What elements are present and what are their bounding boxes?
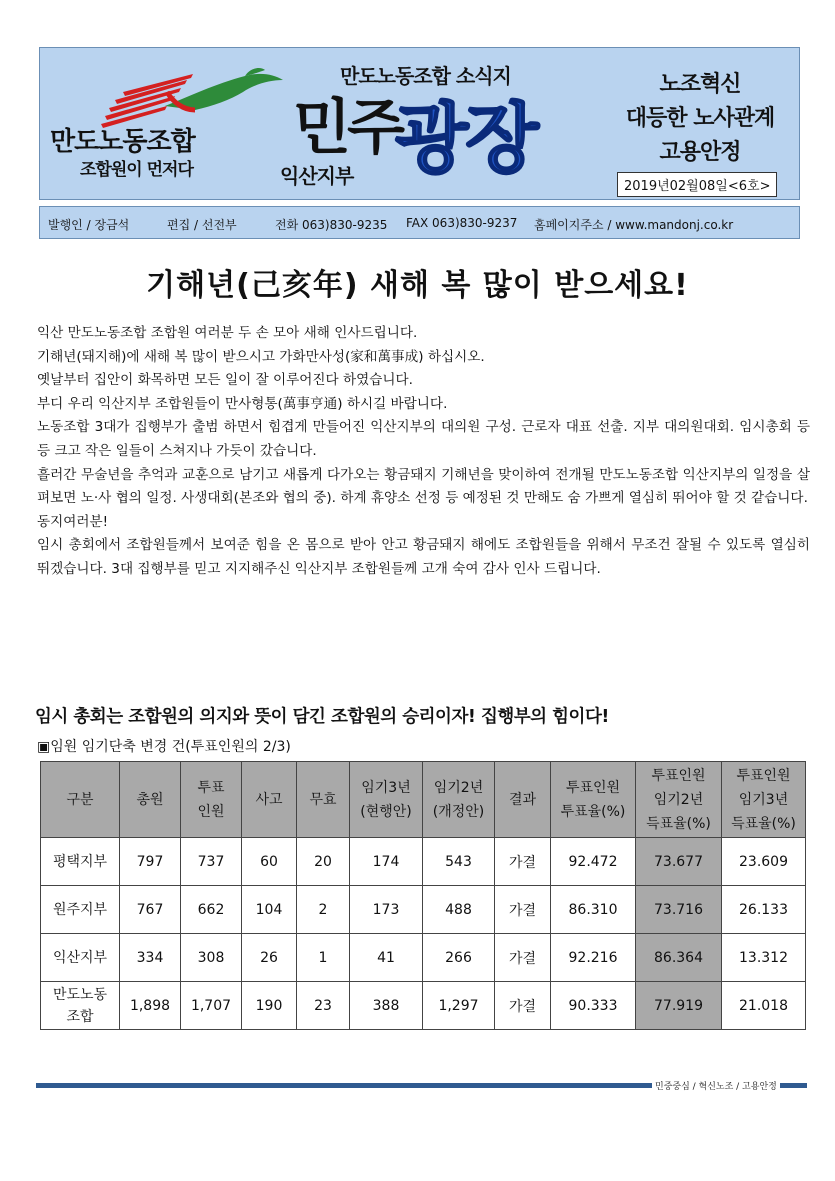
union-logo-icon [95,66,285,128]
table-row [41,982,806,1030]
table-cell: 60 [242,838,297,886]
row-label-line: 조합 [66,1008,94,1025]
header-line: 임기2년 [433,779,484,796]
row-label-cell [41,838,120,886]
table-cell: 92.216 [551,934,636,982]
table-cell: 388 [350,982,423,1030]
table-cell: 26 [242,934,297,982]
table-cell: 가결 [495,934,551,982]
section-headline: 임시 총회는 조합원의 의지와 뜻이 담긴 조합원의 승리이자! 집행부의 힘이다! [35,707,609,727]
table-cell: 20 [297,838,350,886]
table-header-cell [423,762,495,838]
row-label-line: 익산지부 [52,949,108,966]
slogan-1: 노조혁신 [659,72,741,97]
table-cell: 2 [297,886,350,934]
table-cell: 266 [423,934,495,982]
table-cell: 190 [242,982,297,1030]
header-line: 무효 [309,791,337,808]
table-cell: 737 [181,838,242,886]
phone: 전화 063)830-9235 [275,218,388,232]
table-cell: 104 [242,886,297,934]
table-header-cell [181,762,242,838]
header-line: 투표인원 [651,767,706,784]
table-cell: 1,297 [423,982,495,1030]
table-row [41,838,806,886]
header-line: 총원 [136,791,164,808]
header-line: 득표율(%) [731,815,796,832]
row-label-line: 원주지부 [52,901,108,918]
table-cell: 21.018 [722,982,806,1030]
slogan-2: 대등한 노사관계 [625,106,775,131]
table-cell: 73.677 [636,838,722,886]
table-cell: 543 [423,838,495,886]
table-cell: 90.333 [551,982,636,1030]
header-line: 투표인원 [736,767,791,784]
table-header-cell [41,762,120,838]
row-label-cell [41,886,120,934]
table-header-cell [722,762,806,838]
paragraph: 익산 만도노동조합 조합원 여러분 두 손 모아 새해 인사드립니다. [37,325,418,341]
paper-title-part2: 광장 [395,94,536,183]
paragraph: 옛날부터 집안이 화목하면 모든 일이 잘 이루어진다 하였습니다. [37,372,413,389]
paragraph: 노동조합 3대가 집행부가 출범 하면서 힘겹게 만들어진 익산지부의 대의원 구성. 근로자 대표 선출. 지부 대의원대회. 임시총회 등등 크고 작은 일들이 스쳐지나 가듯이 갔습니다. [37,419,810,459]
issue-date: 2019년02월08일<6호> [617,172,777,197]
header-line: (개정안) [432,803,485,820]
header-line: 득표율(%) [646,815,711,832]
publisher: 발행인 / 장금석 [48,218,130,232]
header-line: 결과 [508,791,537,808]
table-body [41,838,806,1030]
footer-text: 민중중심 / 혁신노조 / 고용안정 [652,1079,780,1092]
masthead [39,47,800,200]
table-row [41,934,806,982]
table-cell: 77.919 [636,982,722,1030]
table-header-cell [636,762,722,838]
row-label-cell [41,934,120,982]
paragraph: 동지여러분! [37,513,109,530]
table-cell: 86.310 [551,886,636,934]
table-cell: 308 [181,934,242,982]
table-header-cell [350,762,423,838]
masthead-slogans [600,68,800,170]
table-cell: 가결 [495,838,551,886]
paragraph: 흘러간 무술년을 추억과 교훈으로 남기고 새롭게 다가오는 황금돼지 기해년을 맞이하여 전개될 만도노동조합 익산지부의 일정을 살펴보면 노·사 협의 일정. 사생대회(본조와 협의 중). 하계 휴양소 선정 등 예정된 것 만해도 숨 가쁘게 열심히 뛰어야 할 것 같습니다. [37,466,810,507]
table-header-cell [297,762,350,838]
table-cell: 797 [120,838,181,886]
paper-subtitle: 만도노동조합 소식지 [340,64,511,88]
table-header-cell [120,762,181,838]
publication-info-bar [39,206,800,239]
union-name: 만도노동조합 [50,127,195,157]
header-line: 임기3년 [738,791,789,808]
table-cell: 13.312 [722,934,806,982]
header-line: 인원 [197,803,225,820]
table-cell: 1,707 [181,982,242,1030]
table-cell: 92.472 [551,838,636,886]
union-slogan: 조합원이 먼저다 [80,160,193,180]
editor: 편집 / 선전부 [167,218,237,232]
table-cell: 가결 [495,886,551,934]
header-line: 투표 [197,779,225,796]
vote-results-table [40,761,806,1030]
paragraph: 부디 우리 익산지부 조합원들이 만사형통(萬事亨通) 하시길 바랍니다. [37,395,448,412]
paragraph: 기해년(돼지해)에 새해 복 많이 받으시고 가화만사성(家和萬事成) 하십시오. [37,348,485,365]
table-cell: 488 [423,886,495,934]
table-header-cell [242,762,297,838]
article-body [37,322,810,582]
table-cell: 767 [120,886,181,934]
row-label-cell [41,982,120,1030]
table-cell: 86.364 [636,934,722,982]
table-cell: 26.133 [722,886,806,934]
table-cell: 73.716 [636,886,722,934]
table-title: ▣임원 임기단축 변경 건(투표인원의 2/3) [37,739,291,755]
table-cell: 334 [120,934,181,982]
table-cell: 41 [350,934,423,982]
header-line: 사고 [255,791,283,808]
table-cell: 173 [350,886,423,934]
slogan-3: 고용안정 [659,140,741,165]
table-row [41,886,806,934]
row-label-line: 평택지부 [52,853,108,870]
table-header-row [41,762,806,838]
headline: 기해년(己亥年) 새해 복 많이 받으세요! [146,268,689,303]
header-line: (현행안) [360,803,412,820]
header-line: 투표인원 [565,779,621,796]
table-cell: 23.609 [722,838,806,886]
table-cell: 1,898 [120,982,181,1030]
homepage-link[interactable]: 홈페이지주소 / www.mandonj.co.kr [534,218,734,232]
header-line: 투표율(%) [560,803,626,820]
paper-title-part1: 민주 [293,93,401,163]
header-line: 임기2년 [653,791,704,808]
table-cell: 가결 [495,982,551,1030]
header-line: 구분 [66,791,94,808]
header-line: 임기3년 [361,779,411,796]
row-label-line: 만도노동 [52,986,108,1003]
table-cell: 662 [181,886,242,934]
table-cell: 23 [297,982,350,1030]
table-header-cell [495,762,551,838]
table-cell: 1 [297,934,350,982]
fax: FAX 063)830-9237 [406,216,518,230]
branch-name: 익산지부 [280,164,354,188]
paragraph: 임시 총회에서 조합원들께서 보여준 힘을 온 몸으로 받아 안고 황금돼지 해에도 조합원들을 위해서 무조건 잘될 수 있도록 열심히 뛰겠습니다. 3대 집행부를 믿고 지지해주신 익산지부 조합원들께 고개 숙여 감사 인사 드립니다. [37,537,810,577]
table-cell: 174 [350,838,423,886]
table-header-cell [551,762,636,838]
